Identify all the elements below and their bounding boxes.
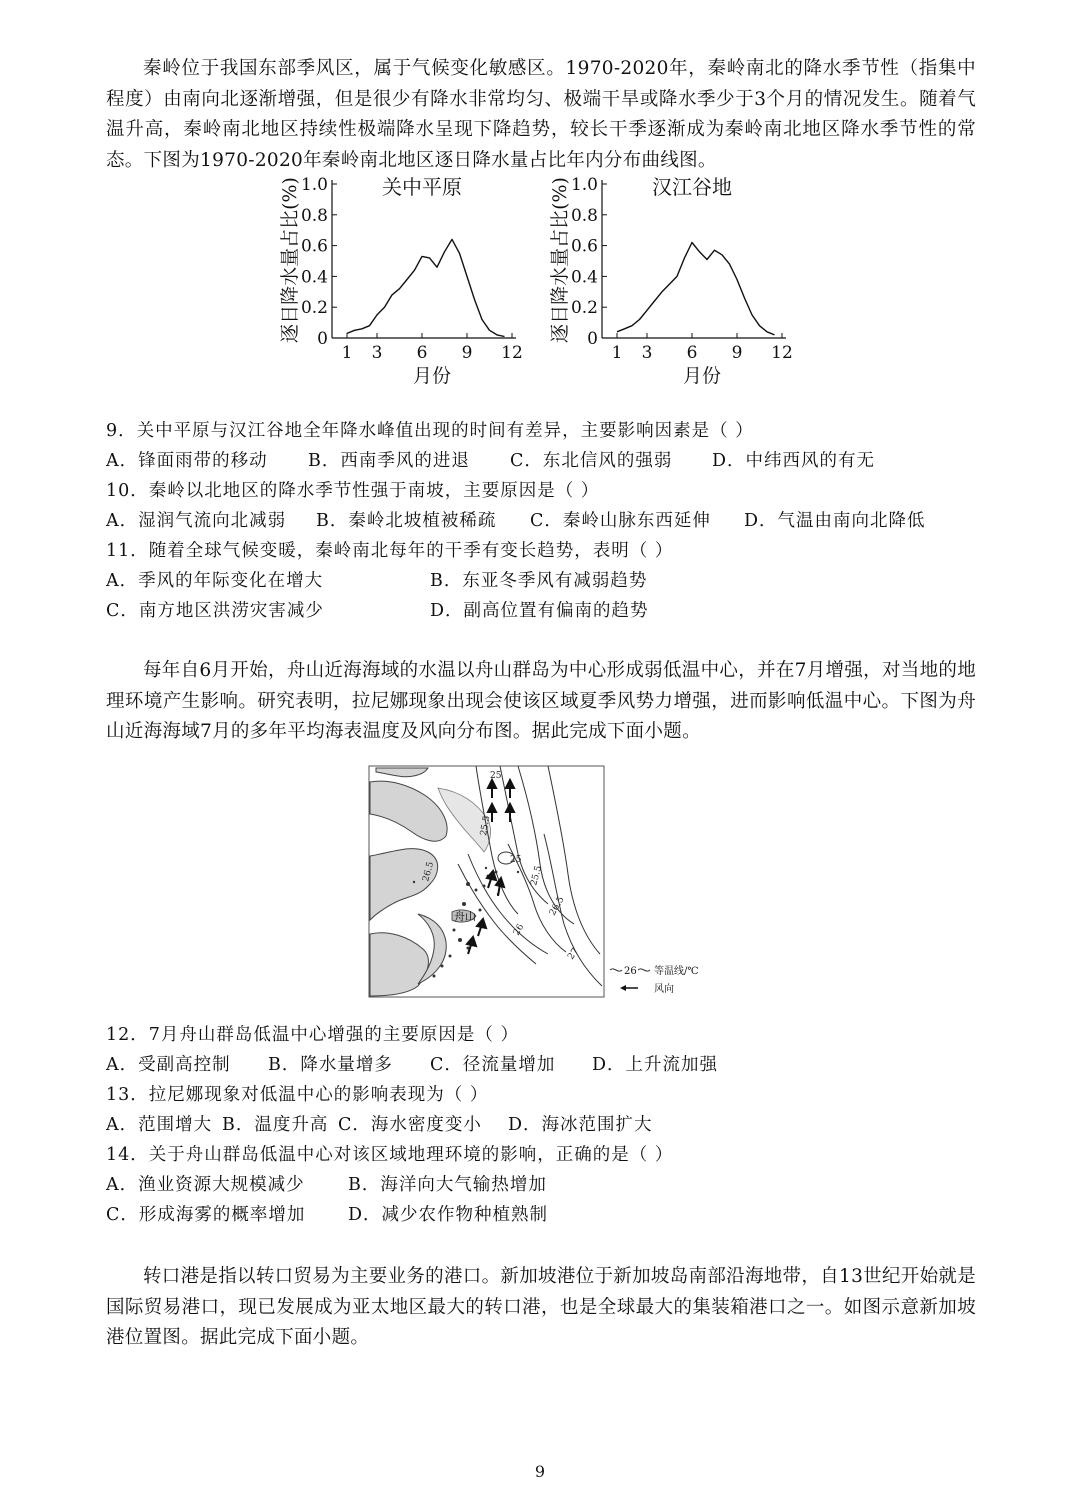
svg-text:25.5: 25.5 xyxy=(479,815,493,837)
passage-qinling: 秦岭位于我国东部季风区，属于气候变化敏感区。1970-2020年，秦岭南北的降水季节性（指集中程度）由南向北逐渐增强，但是很少有降水非常均匀、极端干旱或降水季少于3个月的情况发生。随着气温升高，秦岭南北地区持续性极端降水呈现下降趋势，较长干季逐渐成为秦岭南北地区降水季节性的常态。下图为1970-2020年秦岭南北地区逐日降水量占比年内分布曲线图。 xyxy=(106,58,976,171)
x-tick-label: 3 xyxy=(641,343,653,363)
y-axis-label: 逐日降水量占比(%) xyxy=(549,177,571,343)
question-10: 10．秦岭以北地区的降水季节性强于南坡，主要原因是（ ） xyxy=(106,481,600,501)
option-11a[interactable]: A．季风的年际变化在增大 xyxy=(106,571,324,591)
chart-hanjiang xyxy=(549,175,793,387)
question-14: 14．关于舟山群岛低温中心对该区域地理环境的影响，正确的是（ ） xyxy=(106,1145,674,1165)
question-9: 9．关中平原与汉江谷地全年降水峰值出现的时间有差异，主要影响因素是（ ） xyxy=(106,421,754,441)
x-tick-label: 6 xyxy=(686,343,698,363)
option-12c[interactable]: C．径流量增加 xyxy=(430,1055,556,1075)
x-tick-label: 12 xyxy=(771,343,793,363)
y-tick-label: 0.4 xyxy=(570,267,598,288)
passage-singapore: 转口港是指以转口贸易为主要业务的港口。新加坡港位于新加坡岛南部沿海地带，自13世纪开始就是国际贸易港口，现已发展成为亚太地区最大的转口港，也是全球最大的集装箱港口之一。如图示意新加坡港位置图。据此完成下面小题。 xyxy=(106,1266,976,1348)
svg-text:26.5: 26.5 xyxy=(547,895,567,918)
x-tick-label: 1 xyxy=(341,343,353,363)
svg-text:25.5: 25.5 xyxy=(529,864,545,887)
svg-text:26: 26 xyxy=(511,922,527,938)
option-10c[interactable]: C．秦岭山脉东西延伸 xyxy=(530,511,711,531)
series-line xyxy=(347,239,505,336)
y-tick-label: 0.8 xyxy=(570,205,598,226)
chart-title: 关中平原 xyxy=(382,175,462,199)
x-tick-label: 3 xyxy=(371,343,383,363)
question-12: 12．7月舟山群岛低温中心增强的主要原因是（ ） xyxy=(106,1025,519,1045)
option-12a[interactable]: A．受副高控制 xyxy=(106,1055,231,1075)
option-11b[interactable]: B．东亚冬季风有减弱趋势 xyxy=(430,571,648,591)
option-9a[interactable]: A．锋面雨带的移动 xyxy=(106,451,268,471)
option-12b[interactable]: B．降水量增多 xyxy=(268,1055,393,1075)
island-label: 舟山 xyxy=(454,910,476,923)
x-tick-label: 1 xyxy=(611,343,623,363)
series-line xyxy=(617,243,775,335)
option-13d[interactable]: D．海冰范围扩大 xyxy=(508,1115,653,1135)
svg-text:风向: 风向 xyxy=(654,984,674,995)
y-tick-label: 0.2 xyxy=(300,298,328,319)
svg-text:25: 25 xyxy=(490,771,502,781)
y-tick-label: 0 xyxy=(317,329,328,349)
y-tick-label: 0.6 xyxy=(300,236,328,257)
option-13b[interactable]: B．温度升高 xyxy=(222,1115,329,1135)
y-axis-label: 逐日降水量占比(%) xyxy=(279,177,301,343)
option-10d[interactable]: D．气温由南向北降低 xyxy=(744,511,926,531)
option-14a[interactable]: A．渔业资源大规模减少 xyxy=(106,1175,305,1195)
chart-guanzhong xyxy=(279,175,523,387)
question-11: 11．随着全球气候变暖，秦岭南北每年的干季有变长趋势，表明（ ） xyxy=(106,541,674,561)
x-tick-label: 9 xyxy=(731,343,743,363)
x-tick-label: 12 xyxy=(501,343,523,363)
option-9d[interactable]: D．中纬西风的有无 xyxy=(712,451,876,471)
svg-text:27: 27 xyxy=(566,946,582,962)
option-11c[interactable]: C．南方地区洪涝灾害减少 xyxy=(106,601,324,621)
svg-text:26.5: 26.5 xyxy=(421,860,437,883)
passage-zhoushan: 每年自6月开始，舟山近海海域的水温以舟山群岛为中心形成弱低温中心，并在7月增强，对当地的地理环境产生影响。研究表明，拉尼娜现象出现会使该区域夏季风势力增强，进而影响低温中心。下图为舟山近海海域7月的多年平均海表温度及风向分布图。据此完成下面小题。 xyxy=(106,660,976,742)
svg-text:25: 25 xyxy=(510,855,522,865)
y-tick-label: 0 xyxy=(587,329,598,349)
question-13: 13．拉尼娜现象对低温中心的影响表现为（ ） xyxy=(106,1085,489,1105)
option-13a[interactable]: A．范围增大 xyxy=(106,1115,213,1135)
option-14d[interactable]: D．减少农作物种植熟制 xyxy=(348,1205,549,1225)
option-9c[interactable]: C．东北信风的强弱 xyxy=(510,451,673,471)
option-11d[interactable]: D．副高位置有偏南的趋势 xyxy=(430,601,649,621)
option-10a[interactable]: A．湿润气流向北减弱 xyxy=(106,511,287,531)
map-legend xyxy=(610,964,699,995)
option-14c[interactable]: C．形成海雾的概率增加 xyxy=(106,1205,306,1225)
x-tick-label: 9 xyxy=(461,343,473,363)
y-tick-label: 0.6 xyxy=(570,236,598,257)
chart-title: 汉江谷地 xyxy=(652,175,732,199)
option-9b[interactable]: B．西南季风的进退 xyxy=(308,451,470,471)
precipitation-charts xyxy=(270,168,810,390)
y-tick-label: 0.2 xyxy=(570,298,598,319)
y-tick-label: 1.0 xyxy=(300,175,328,195)
x-axis-label: 月份 xyxy=(412,365,452,387)
y-tick-label: 0.4 xyxy=(300,267,328,288)
x-tick-label: 6 xyxy=(416,343,428,363)
option-14b[interactable]: B．海洋向大气输热增加 xyxy=(348,1175,547,1195)
svg-text:等温线/℃: 等温线/℃ xyxy=(654,966,699,977)
page-number: 9 xyxy=(534,1462,546,1481)
x-axis-label: 月份 xyxy=(682,365,722,387)
option-13c[interactable]: C．海水密度变小 xyxy=(338,1115,482,1135)
y-tick-label: 0.8 xyxy=(300,205,328,226)
option-10b[interactable]: B．秦岭北坡植被稀疏 xyxy=(316,511,497,531)
y-tick-label: 1.0 xyxy=(570,175,598,195)
zhoushan-sst-map xyxy=(368,764,728,1000)
svg-text:26: 26 xyxy=(624,966,637,977)
option-12d[interactable]: D．上升流加强 xyxy=(592,1055,719,1075)
